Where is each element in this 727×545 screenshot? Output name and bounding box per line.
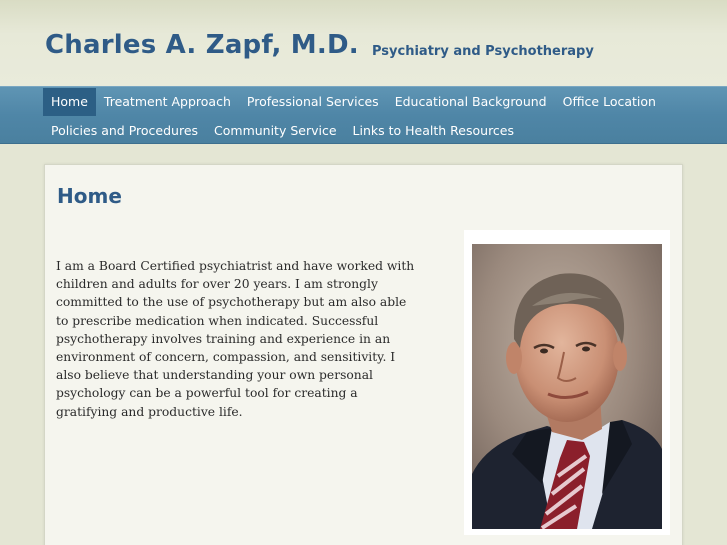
portrait-illustration [472, 244, 662, 529]
doctor-portrait-photo [472, 244, 662, 529]
intro-paragraph: I am a Board Certified psychiatrist and have worked with children and adults for over 20 years. I am strongly committed to the use of psychotherapy but am also able to prescribe medication when indicated. Successful psychotherapy involves training and experience in an environment of concern, compassion, and sensitivity. I also believe that understanding your own personal psychology can be a powerful tool for creating a gratifying and productive life. [56, 259, 415, 419]
nav-row-2 [43, 117, 522, 145]
nav-item-community-service[interactable]: Community Service [214, 123, 337, 138]
nav-item-professional-services[interactable]: Professional Services [246, 94, 379, 109]
nav-row-1 [43, 88, 664, 116]
nav-item-policies-procedures[interactable]: Policies and Procedures [51, 123, 199, 138]
site-header [0, 0, 727, 86]
nav-item-health-resources[interactable]: Links to Health Resources [352, 123, 515, 138]
nav-item-treatment-approach[interactable]: Treatment Approach [103, 94, 231, 109]
page-title: Home [57, 184, 122, 208]
nav-item-home[interactable]: Home [43, 88, 96, 116]
main-navigation [0, 86, 727, 144]
site-title-link[interactable]: Charles A. Zapf, M.D. [45, 30, 359, 60]
site-tagline: Psychiatry and Psychotherapy [372, 44, 594, 59]
nav-item-educational-background[interactable]: Educational Background [394, 94, 547, 109]
nav-item-office-location[interactable]: Office Location [562, 94, 656, 109]
portrait-frame [464, 230, 670, 535]
